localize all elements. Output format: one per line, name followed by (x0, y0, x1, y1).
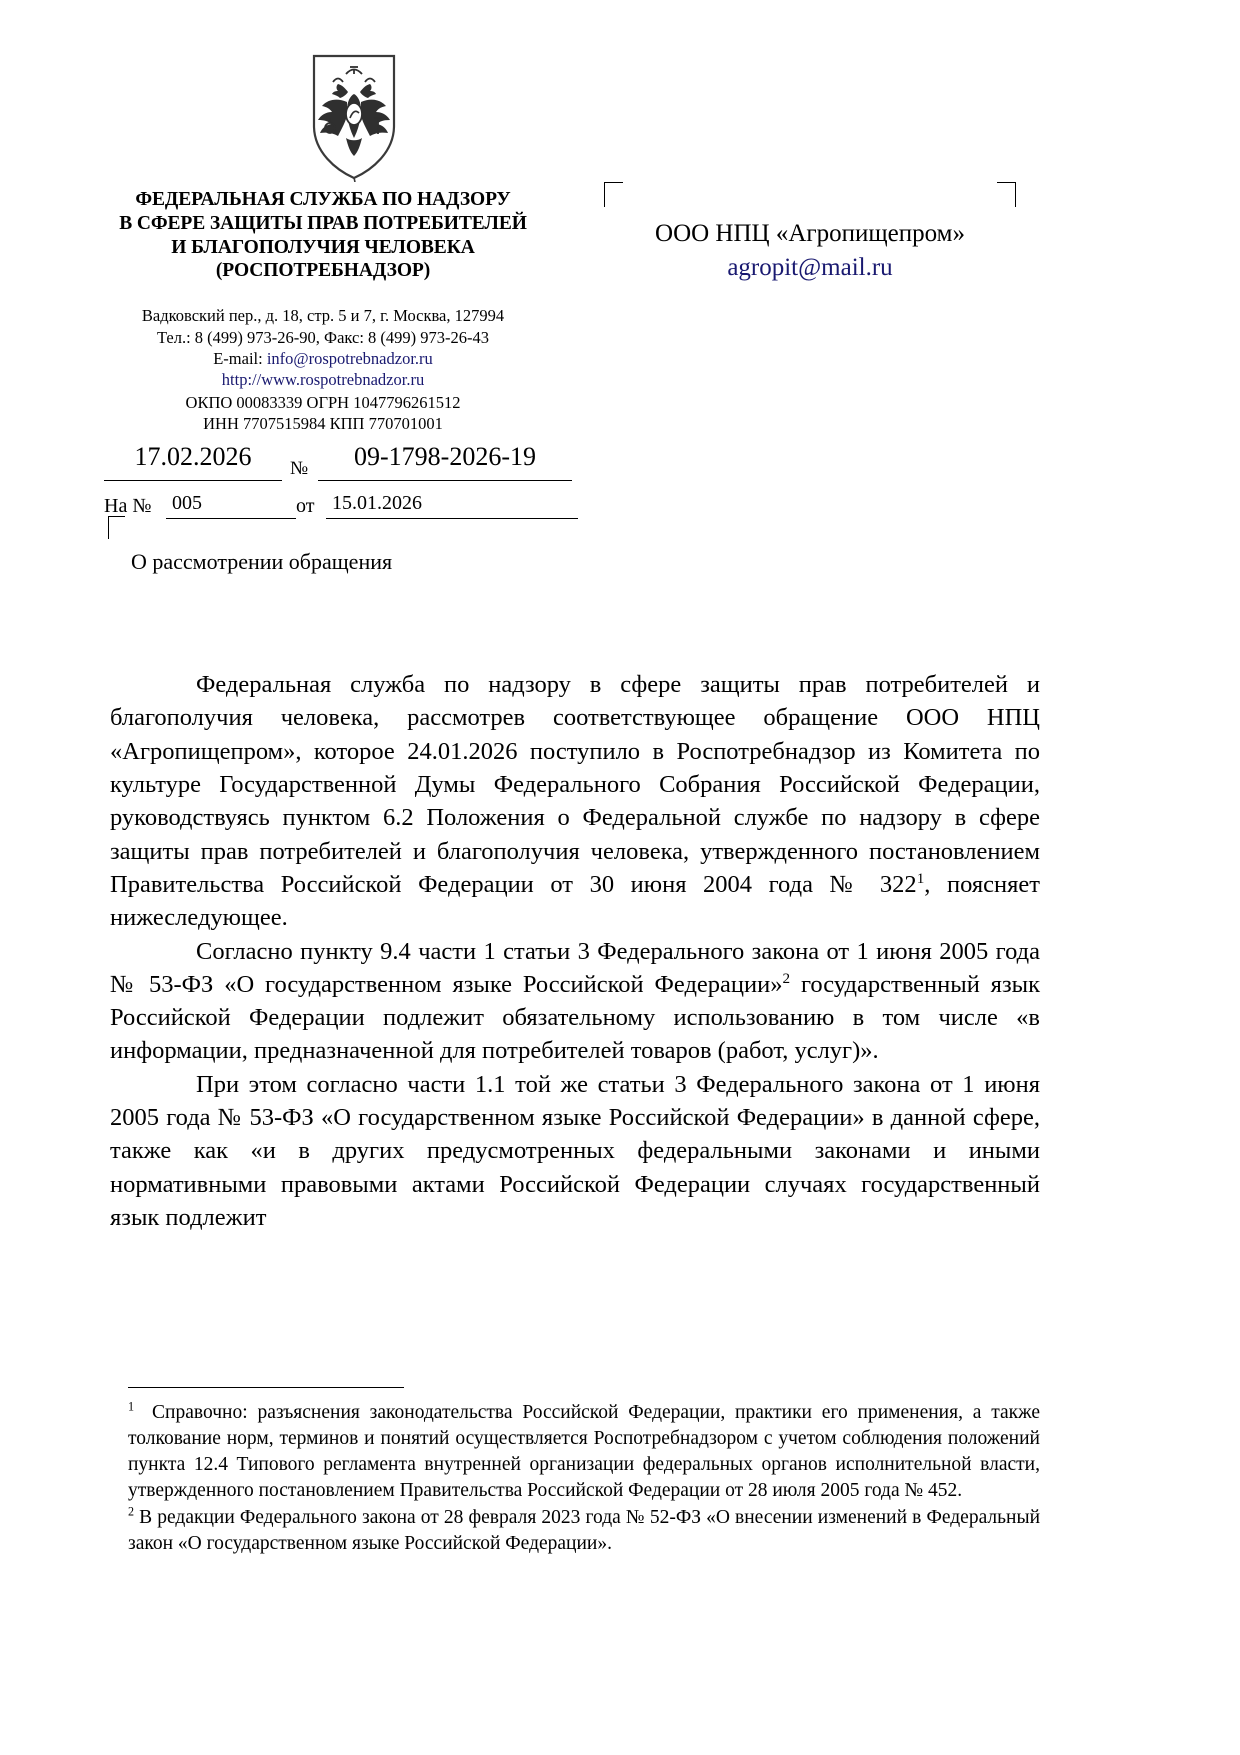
addressee-block (600, 182, 1020, 292)
body-paragraph-2-part-b: государственный язык Российской Федерации подлежит обязательному использованию в том числе «в информации, предназначенной для потребителей товаров (работ, услуг)». (110, 970, 1040, 1065)
agency-title-line-2: В СФЕРЕ ЗАЩИТЫ ПРАВ ПОТРЕБИТЕЛЕЙ (119, 212, 527, 234)
russian-coat-of-arms-icon (300, 52, 408, 182)
agency-title (88, 188, 558, 283)
agency-title-line-3: И БЛАГОПОЛУЧИЯ ЧЕЛОВЕКА (171, 236, 475, 258)
agency-email-link[interactable]: info@rospotrebnadzor.ru (266, 349, 433, 368)
agency-address: Вадковский пер., д. 18, стр. 5 и 7, г. Москва, 127994 (141, 306, 505, 326)
incoming-date-label: от (296, 495, 315, 517)
footnote-2 (128, 1505, 1040, 1557)
addressee-corner-top-right-icon (997, 182, 1016, 207)
letter-number: 09-1798-2026-19 (318, 440, 572, 481)
addressee-email: agropit@mail.ru (727, 254, 893, 281)
footnote-1-text: Справочно: разъяснения законодательства Российской Федерации, практики его применения, а также толкование норм, терминов и понятий осуществляется Роспотребнадзором с учетом соблюдения положений пункта 12.4 Типового регламента внутренней организации федеральных органов исполнительной власти, утвержденного постановлением Правительства Российской Федерации от 28 июля 2005 года № 452. (128, 1402, 1040, 1502)
reference-row-incoming (104, 492, 574, 528)
letter-number-label: № (290, 458, 309, 479)
footnote-ref-1[interactable]: 1 (916, 869, 925, 887)
footnote-2-marker: 2 (128, 1504, 135, 1518)
agency-okpo-ogrn: ОКПО 00083339 ОГРН 1047796261512 (185, 392, 461, 412)
agency-title-line-1: ФЕДЕРАЛЬНАЯ СЛУЖБА ПО НАДЗОРУ (135, 189, 511, 210)
incoming-number-label: На № (104, 495, 152, 517)
footnote-ref-2[interactable]: 2 (782, 969, 791, 987)
reference-block (104, 440, 574, 528)
addressee-corner-top-left-icon (604, 182, 623, 207)
body-paragraph-1-part-a: Федеральная служба по надзору в сфере защиты прав потребителей и благополучия человека, рассмотрев соответствующее обращение ООО НПЦ «Агропищепром», которое 24.01.2026 поступило в Роспотребнадзор из Комитета по культуре Государственной Думы Федерального Собрания Российской Федерации, руководствуясь пунктом 6.2 Положения о Федеральной службе по надзору в сфере защиты прав потребителей и благополучия человека, утвержденного постановлением Правительства Российской Федерации от 30 июня 2004 года № 322 (110, 671, 1040, 898)
agency-title-line-4: (РОСПОТРЕБНАДЗОР) (215, 260, 431, 282)
incoming-number: 005 (166, 492, 296, 519)
footnotes-block (128, 1400, 1040, 1557)
agency-website-row (88, 369, 558, 390)
agency-inn-kpp: ИНН 7707515984 КПП 770701001 (203, 414, 443, 434)
subject-line: О рассмотрении обращения (131, 549, 393, 574)
agency-email-label: E-mail: (213, 349, 267, 368)
footnote-separator (128, 1387, 404, 1388)
letter-date: 17.02.2026 (104, 440, 282, 481)
body-paragraph-1 (110, 668, 1040, 935)
footnote-2-text: В редакции Федерального закона от 28 февраля 2023 года № 52-ФЗ «О внесении изменений в Федеральный закон «О государственном языке Российской Федерации». (128, 1506, 1041, 1554)
body-paragraph-3: При этом согласно части 1.1 той же статьи 3 Федерального закона от 1 июня 2005 года № 53-ФЗ «О государственном языке Российской Федерации» в данной сфере, также как «и в других предусмотренных федеральными законами и иными нормативными правовыми актами Российской Федерации случаях государственный язык подлежит (110, 1070, 1040, 1231)
agency-website-link[interactable]: http://www.rospotrebnadzor.ru (221, 370, 425, 390)
agency-registry-codes (88, 392, 558, 435)
letterhead (88, 188, 558, 435)
body-paragraph-2-part-a: Согласно пункту 9.4 части 1 статьи 3 Федерального закона от 1 июня 2005 года № 53-ФЗ «О государственном языке Российской Федерации» (110, 937, 1040, 998)
body-paragraph-1-part-b: , поясняет нижеследующее. (110, 870, 1040, 932)
addressee-organization: ООО НПЦ «Агропищепром» (655, 220, 965, 247)
reference-row-outgoing (104, 440, 574, 484)
subject-corner-icon (108, 516, 125, 539)
footnote-1 (128, 1400, 1040, 1505)
letter-body (110, 668, 1040, 1234)
body-paragraph-2 (110, 935, 1040, 1068)
incoming-date: 15.01.2026 (326, 492, 578, 519)
agency-email-row (88, 348, 558, 369)
footnote-1-marker: 1 (128, 1399, 135, 1414)
agency-contacts (88, 305, 558, 391)
agency-phone-fax: Тел.: 8 (499) 973-26-90, Факс: 8 (499) 973-26-43 (156, 327, 490, 347)
